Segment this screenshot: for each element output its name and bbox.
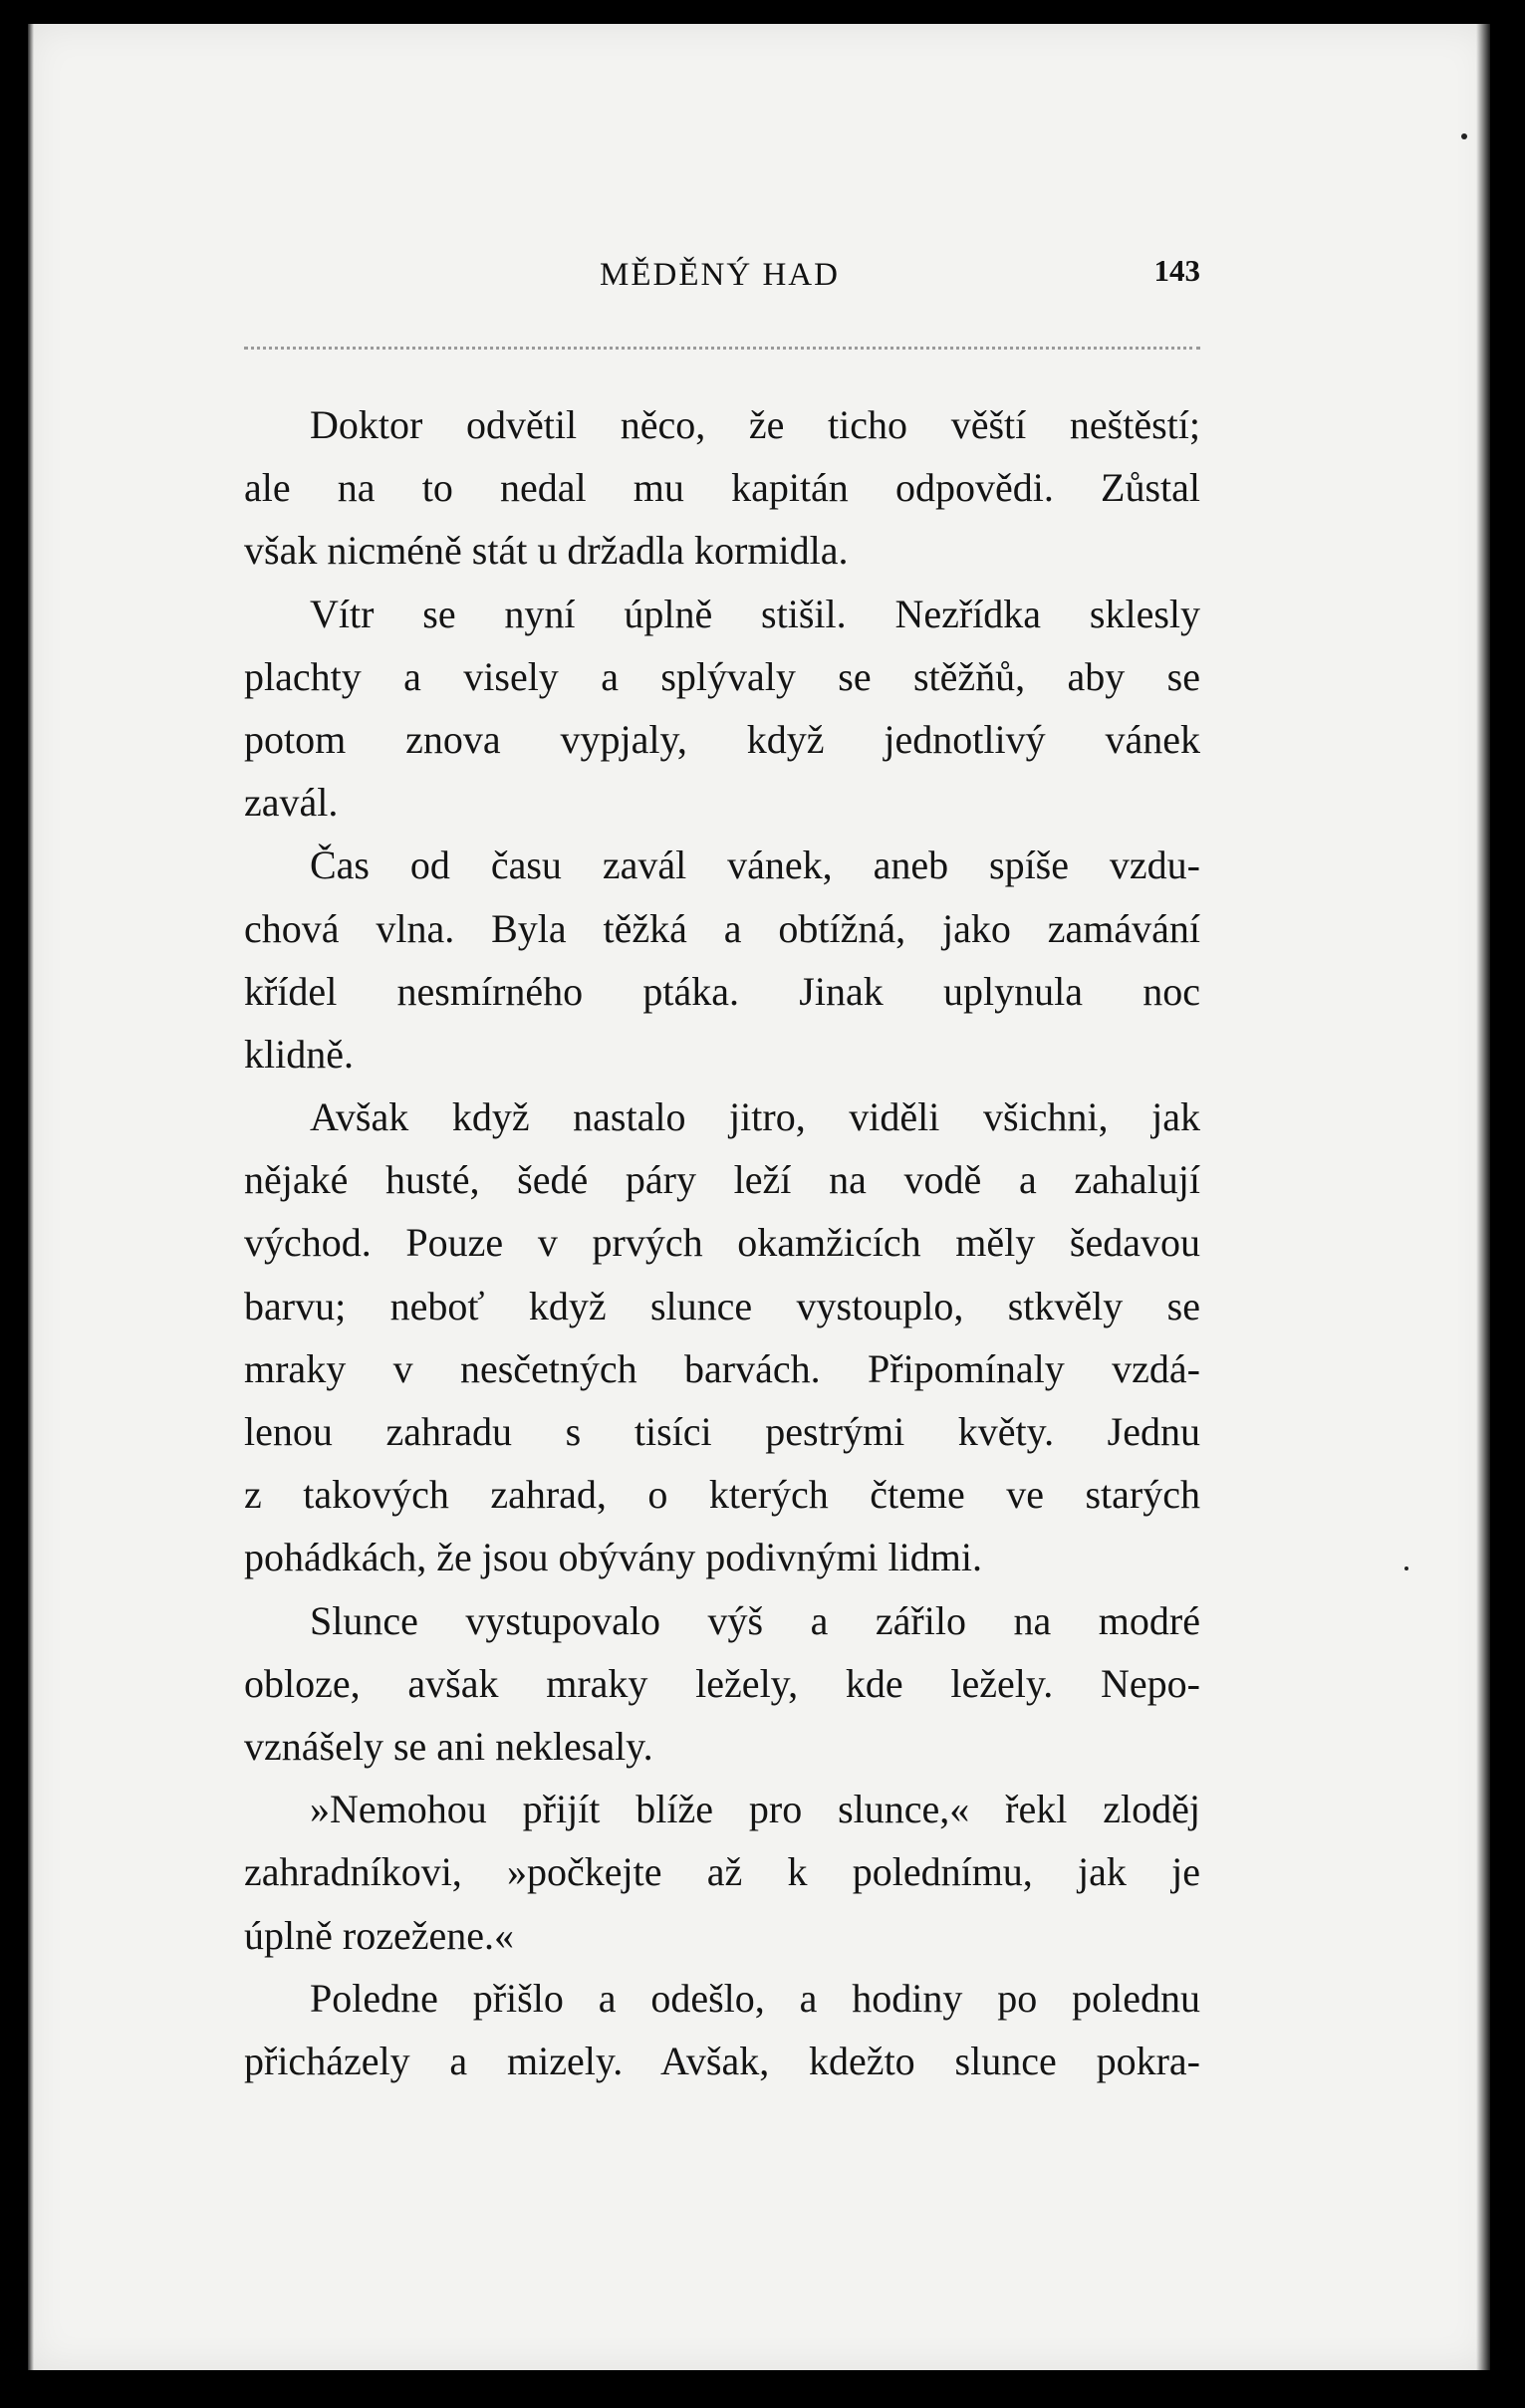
text-line: ale na to nedal mu kapitán odpovědi. Zůstal xyxy=(244,465,1200,511)
page-right-edge-shadow xyxy=(1476,24,1490,2370)
text-line: »Nemohou přijít blíže pro slunce,« řekl zloděj xyxy=(310,1787,1200,1832)
page-left-edge-shadow xyxy=(28,24,34,2370)
text-line: Slunce vystupovalo výš a zářilo na modré xyxy=(310,1597,1200,1643)
text-line: Poledne přišlo a odešlo, a hodiny po polednu xyxy=(310,1975,1200,2021)
text-line: přicházely a mizely. Avšak, kdežto slunce pokra- xyxy=(244,2038,1200,2083)
text-line: lenou zahradu s tisíci pestrými květy. Jednu xyxy=(244,1409,1200,1454)
text-line: vznášely se ani neklesaly. xyxy=(244,1723,653,1769)
text-line: klidně. xyxy=(244,1031,354,1077)
text-line: plachty a visely a splývaly se stěžňů, aby se xyxy=(244,653,1200,699)
text-line: barvu; neboť když slunce vystouplo, stkvěly se xyxy=(244,1283,1200,1328)
scan-speck xyxy=(1404,1566,1408,1570)
text-line: Čas od času zavál vánek, aneb spíše vzdu- xyxy=(310,843,1200,888)
text-line: chová vlna. Byla těžká a obtížná, jako zamávání xyxy=(244,905,1200,951)
text-line: nějaké husté, šedé páry leží na vodě a zahalují xyxy=(244,1157,1200,1203)
text-line: zavál. xyxy=(244,780,339,826)
text-line: východ. Pouze v prvých okamžicích měly šedavou xyxy=(244,1220,1200,1266)
page-header xyxy=(244,253,1200,297)
header-dotted-rule xyxy=(244,347,1200,350)
text-line: Vítr se nyní úplně stišil. Nezřídka sklesly xyxy=(310,591,1200,636)
body-text xyxy=(244,393,1200,2092)
text-line: Doktor odvětil něco, že ticho věští neštěstí; xyxy=(310,402,1200,447)
page-number: 143 xyxy=(1153,253,1200,288)
text-line: potom znova vypjaly, když jednotlivý vánek xyxy=(244,716,1200,762)
running-title: MĚDĚNÝ HAD xyxy=(600,257,840,293)
text-line: obloze, avšak mraky ležely, kde ležely. Nepo- xyxy=(244,1660,1200,1706)
scan-speck xyxy=(1461,133,1467,139)
text-line: však nicméně stát u držadla kormidla. xyxy=(244,528,849,574)
text-line: křídel nesmírného ptáka. Jinak uplynula noc xyxy=(244,968,1200,1014)
text-line: Avšak když nastalo jitro, viděli všichni, jak xyxy=(310,1094,1200,1140)
text-line: zahradníkovi, »počkejte až k polednímu, jak je xyxy=(244,1849,1200,1895)
text-line: mraky v nesčetných barvách. Připomínaly vzdá- xyxy=(244,1345,1200,1391)
text-line: úplně rozežene.« xyxy=(244,1912,514,1958)
text-line: pohádkách, že jsou obývány podivnými lidmi. xyxy=(244,1535,982,1580)
text-line: z takových zahrad, o kterých čteme ve starých xyxy=(244,1472,1200,1518)
